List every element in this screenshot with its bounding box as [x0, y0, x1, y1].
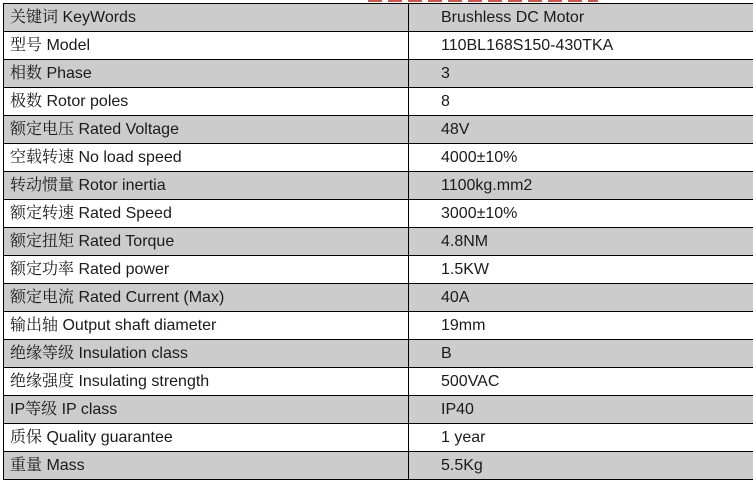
- row-label: 相数 Phase: [4, 60, 409, 88]
- row-label: 绝缘强度 Insulating strength: [4, 368, 409, 396]
- table-row: [4, 4, 753, 32]
- row-value: 48V: [409, 116, 753, 144]
- table-row: [4, 340, 753, 368]
- table-row: [4, 368, 753, 396]
- row-label: 额定扭矩 Rated Torque: [4, 228, 409, 256]
- row-label: IP等级 IP class: [4, 396, 409, 424]
- row-value: 4000±10%: [409, 144, 753, 172]
- row-value: 19mm: [409, 312, 753, 340]
- table-row: [4, 172, 753, 200]
- table-row: [4, 396, 753, 424]
- row-label: 额定电压 Rated Voltage: [4, 116, 409, 144]
- row-value: 8: [409, 88, 753, 116]
- row-label: 极数 Rotor poles: [4, 88, 409, 116]
- row-label: 额定电流 Rated Current (Max): [4, 284, 409, 312]
- table-row: [4, 144, 753, 172]
- table-row: [4, 88, 753, 116]
- row-value: 3: [409, 60, 753, 88]
- row-label: 空载转速 No load speed: [4, 144, 409, 172]
- row-value: 4.8NM: [409, 228, 753, 256]
- row-value: IP40: [409, 396, 753, 424]
- table-row: [4, 452, 753, 480]
- table-row: [4, 60, 753, 88]
- spec-table: [3, 3, 753, 480]
- row-label: 额定转速 Rated Speed: [4, 200, 409, 228]
- row-value: 40A: [409, 284, 753, 312]
- row-label: 输出轴 Output shaft diameter: [4, 312, 409, 340]
- table-row: [4, 424, 753, 452]
- row-value: 3000±10%: [409, 200, 753, 228]
- table-row: [4, 228, 753, 256]
- row-label: 额定功率 Rated power: [4, 256, 409, 284]
- row-label: 重量 Mass: [4, 452, 409, 480]
- row-value: Brushless DC Motor: [409, 4, 753, 32]
- row-label: 型号 Model: [4, 32, 409, 60]
- row-label: 关键词 KeyWords: [4, 4, 409, 32]
- row-label: 质保 Quality guarantee: [4, 424, 409, 452]
- row-value: 110BL168S150-430TKA: [409, 32, 753, 60]
- row-value: B: [409, 340, 753, 368]
- row-value: 1.5KW: [409, 256, 753, 284]
- table-row: [4, 200, 753, 228]
- table-row: [4, 256, 753, 284]
- row-value: 500VAC: [409, 368, 753, 396]
- table-row: [4, 116, 753, 144]
- table-row: [4, 32, 753, 60]
- row-label: 绝缘等级 Insulation class: [4, 340, 409, 368]
- clipped-heading-glyphs: [368, 0, 598, 2]
- row-value: 1100kg.mm2: [409, 172, 753, 200]
- table-row: [4, 284, 753, 312]
- row-value: 1 year: [409, 424, 753, 452]
- table-row: [4, 312, 753, 340]
- row-value: 5.5Kg: [409, 452, 753, 480]
- row-label: 转动惯量 Rotor inertia: [4, 172, 409, 200]
